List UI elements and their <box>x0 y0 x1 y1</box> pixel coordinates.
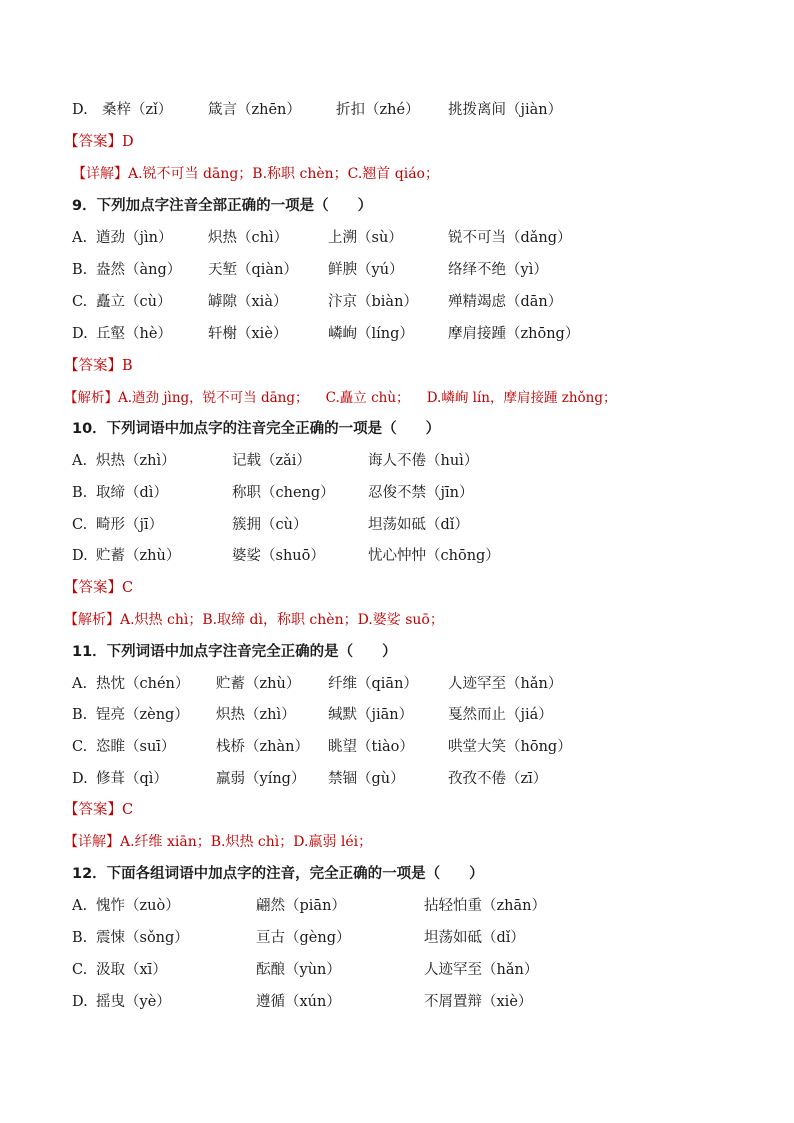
option-item: 忧心忡忡（chōng） <box>368 548 500 564</box>
option-letter: B. <box>72 262 88 278</box>
option-item: 嶙峋（líng） <box>328 326 414 342</box>
q8-explanation <box>72 163 439 185</box>
option-item: 畸形（jī） <box>96 517 164 533</box>
option-item: 轩榭（xiè） <box>208 326 288 342</box>
q9-explanation <box>64 387 617 409</box>
q10-answer <box>64 577 133 599</box>
option-item: 鲜腴（yú） <box>328 262 404 278</box>
option-item: 炽热（zhì） <box>96 453 176 469</box>
option-item: 上溯（sù） <box>328 230 403 246</box>
option-item: 诲人不倦（huì） <box>368 453 479 469</box>
question-title: 9．下列加点字注音全部正确的一项是（ ） <box>72 198 373 214</box>
option-letter: B. <box>72 930 88 946</box>
option-item: 桑梓（zǐ） <box>102 102 173 118</box>
option-item: 矗立（cù） <box>96 294 172 310</box>
option-item: 不屑置辩（xiè） <box>424 994 533 1010</box>
option-letter: C. <box>72 739 88 755</box>
option-item: 遒劲（jìn） <box>96 230 173 246</box>
option-letter: B. <box>72 485 88 501</box>
option-item: 禁锢（gù） <box>328 771 405 787</box>
option-item: 酝酿（yùn） <box>256 962 341 978</box>
explanation-text: A.锐不可当 dāng；B.称职 chèn；C.翘首 qiáo； <box>128 166 439 182</box>
option-item: 取缔（dì） <box>96 485 168 501</box>
option-item: 贮蓄（zhù） <box>96 548 181 564</box>
option-item: 锐不可当（dǎng） <box>448 230 572 246</box>
option-letter: C. <box>72 294 88 310</box>
answer-value: D <box>122 134 134 150</box>
option-letter: D. <box>72 326 88 342</box>
option-item: 纤维（qiān） <box>328 676 418 692</box>
option-item: 盎然（àng） <box>96 262 182 278</box>
option-item: 哄堂大笑（hōng） <box>448 739 572 755</box>
option-item: 忍俊不禁（jīn） <box>368 485 474 501</box>
option-item: 亘古（gèng） <box>256 930 351 946</box>
option-letter: A. <box>72 898 88 914</box>
explanation-tag: 【解析】 <box>64 390 118 406</box>
q10-explanation <box>64 609 444 631</box>
option-item: 缄默（jiān） <box>328 707 414 723</box>
option-letter: D. <box>72 102 88 118</box>
option-item: 翩然（piān） <box>256 898 346 914</box>
option-item: 挑拨离间（jiàn） <box>448 102 563 118</box>
option-item: 栈桥（zhàn） <box>216 739 309 755</box>
option-letter: D. <box>72 771 88 787</box>
option-item: 拈轻怕重（zhān） <box>424 898 546 914</box>
option-item: 遵循（xún） <box>256 994 341 1010</box>
question-title: 12．下面各组词语中加点字的注音，完全正确的一项是（ ） <box>72 866 484 882</box>
option-letter: D. <box>72 548 88 564</box>
option-item: 愧怍（zuò） <box>96 898 180 914</box>
option-item: 羸弱（yíng） <box>216 771 306 787</box>
option-letter: B. <box>72 707 88 723</box>
explanation-text: A.纤维 xiān；B.炽热 chì；D.羸弱 léi； <box>120 834 373 850</box>
option-item: 锃亮（zèng） <box>96 707 189 723</box>
option-item: 婆娑（shuō） <box>232 548 325 564</box>
explanation-tag: 【解析】 <box>64 612 120 628</box>
explanation-text: A.炽热 chì；B.取缔 dì，称职 chèn；D.婆娑 suō； <box>120 612 444 628</box>
option-item: 热忱（chén） <box>96 676 190 692</box>
option-item: 修葺（qì） <box>96 771 168 787</box>
option-letter: C. <box>72 517 88 533</box>
option-item: 坦荡如砥（dǐ） <box>368 517 469 533</box>
option-item: 丘壑（hè） <box>96 326 172 342</box>
option-item: 坦荡如砥（dǐ） <box>424 930 525 946</box>
answer-value: C <box>122 802 134 818</box>
option-letter: C. <box>72 962 88 978</box>
option-item: 摩肩接踵（zhōng） <box>448 326 580 342</box>
option-item: 称职（cheng） <box>232 485 335 501</box>
q11-explanation <box>64 831 372 853</box>
option-item: 震悚（sǒng） <box>96 930 189 946</box>
option-item: 贮蓄（zhù） <box>216 676 301 692</box>
option-letter: D. <box>72 994 88 1010</box>
option-item: 簇拥（cù） <box>232 517 308 533</box>
option-item: 摇曳（yè） <box>96 994 171 1010</box>
answer-value: B <box>122 358 133 374</box>
question-title: 10．下列词语中加点字的注音完全正确的一项是（ ） <box>72 421 441 437</box>
q8-answer <box>64 131 134 153</box>
option-item: 殚精竭虑（dān） <box>448 294 563 310</box>
option-item: 恣睢（suī） <box>96 739 176 755</box>
option-item: 汲取（xī） <box>96 962 167 978</box>
option-letter: A. <box>72 230 88 246</box>
q11-answer <box>64 799 133 821</box>
answer-tag: 【答案】 <box>64 358 122 374</box>
option-item: 折扣（zhé） <box>336 102 420 118</box>
answer-tag: 【答案】 <box>64 134 122 150</box>
option-item: 箴言（zhēn） <box>208 102 301 118</box>
question-title: 11．下列词语中加点字注音完全正确的是（ ） <box>72 644 397 660</box>
answer-tag: 【答案】 <box>64 580 122 596</box>
explanation-tag: 【详解】 <box>72 166 128 182</box>
option-item: 记载（zǎi） <box>232 453 311 469</box>
q9-answer <box>64 355 133 377</box>
option-letter: A. <box>72 453 88 469</box>
explanation-text: A.遒劲 jìng，锐不可当 dāng； C.矗立 chù； D.嶙峋 lín，摩肩接踵 zhǒng； <box>118 390 617 406</box>
option-item: 络绎不绝（yì） <box>448 262 548 278</box>
option-item: 人迹罕至（hǎn） <box>424 962 539 978</box>
option-item: 汴京（biàn） <box>328 294 418 310</box>
answer-value: C <box>122 580 134 596</box>
option-letter: A. <box>72 676 88 692</box>
option-item: 罅隙（xià） <box>208 294 288 310</box>
option-item: 炽热（chì） <box>208 230 289 246</box>
option-item: 炽热（zhì） <box>216 707 296 723</box>
option-item: 人迹罕至（hǎn） <box>448 676 563 692</box>
option-item: 天堑（qiàn） <box>208 262 298 278</box>
option-item: 眺望（tiào） <box>328 739 414 755</box>
option-item: 孜孜不倦（zī） <box>448 771 548 787</box>
explanation-tag: 【详解】 <box>64 834 120 850</box>
answer-tag: 【答案】 <box>64 802 122 818</box>
option-item: 戛然而止（jiá） <box>448 707 553 723</box>
